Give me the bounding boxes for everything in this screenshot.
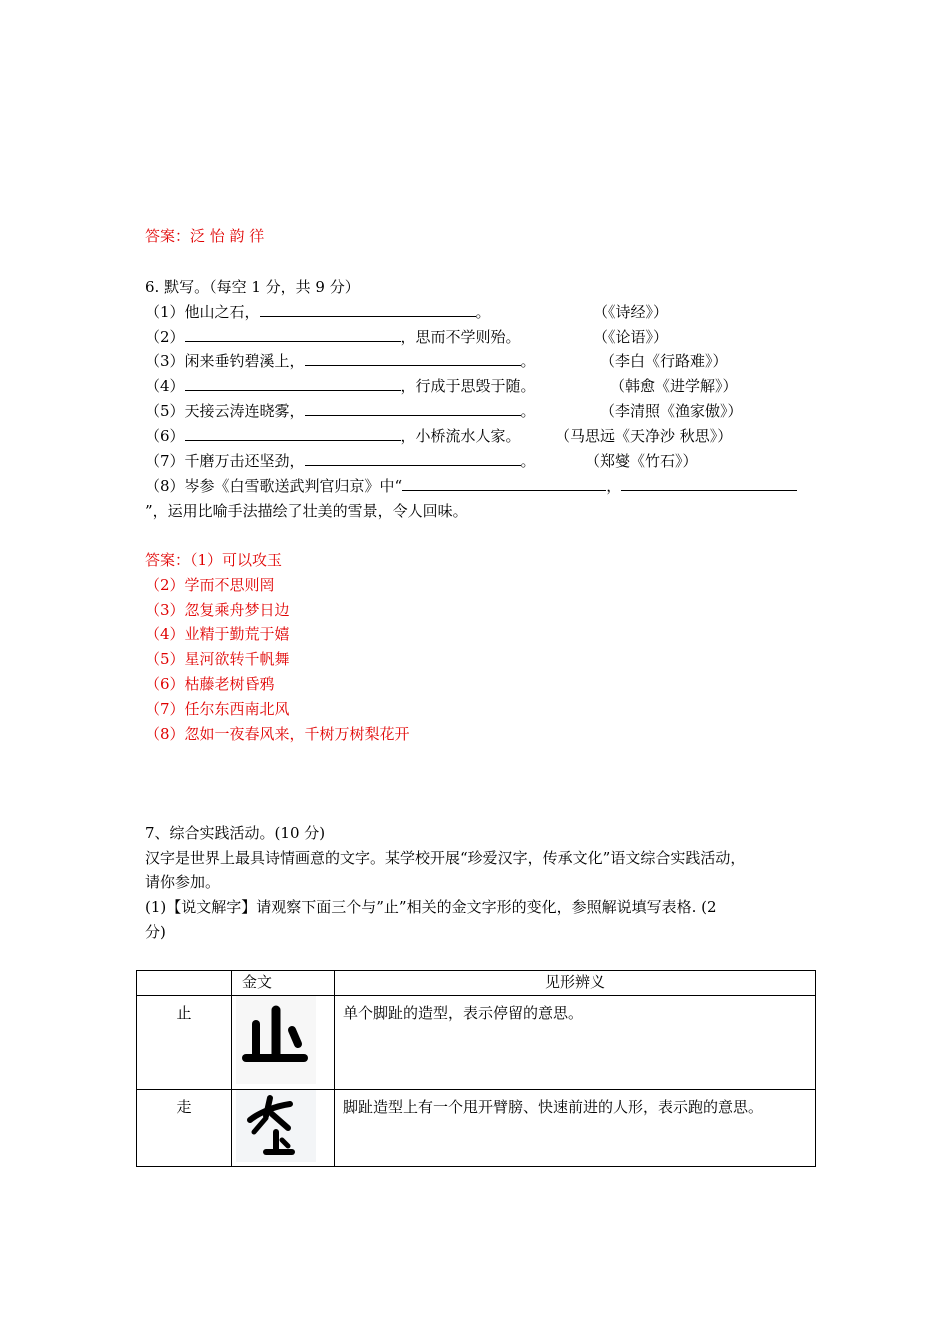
q6-item-4 bbox=[145, 376, 536, 396]
q7-sub1-line-1: (1)【说文解字】请观察下面三个与”止”相关的金文字形的变化，参照解说填写表格. (2 bbox=[145, 898, 717, 916]
q6-item-8-mid: ， bbox=[606, 477, 622, 495]
q6-source-6: （马思远《天净沙 秋思》） bbox=[555, 427, 733, 445]
q6-item-4-pre: （4） bbox=[145, 377, 185, 395]
answer-6-line-2: （2）学而不思则罔 bbox=[145, 576, 275, 594]
q6-item-5-post: 。 bbox=[520, 402, 536, 420]
q6-blank-5[interactable] bbox=[305, 401, 521, 416]
jinwen-zou-glyph-icon bbox=[232, 1090, 320, 1162]
q6-item-3-pre: （3）闲来垂钓碧溪上， bbox=[145, 352, 305, 370]
q6-item-6-pre: （6） bbox=[145, 427, 185, 445]
q6-item-5 bbox=[145, 401, 536, 421]
table-header-meaning: 见形辨义 bbox=[335, 971, 816, 996]
q6-source-3: （李白《行路难》） bbox=[600, 352, 728, 370]
answer-5: 答案：泛 怡 韵 徉 bbox=[145, 227, 265, 245]
answer-6-line-3: （3）忽复乘舟梦日边 bbox=[145, 601, 290, 619]
table-cell-char: 走 bbox=[137, 1090, 232, 1167]
q6-blank-8b[interactable] bbox=[621, 476, 797, 491]
answer-6-line-5: （5）星河欲转千帆舞 bbox=[145, 650, 290, 668]
q6-blank-6[interactable] bbox=[185, 426, 401, 441]
q6-item-8-pre: （8）岑参《白雪歌送武判官归京》中“ bbox=[145, 477, 403, 495]
table-cell-glyph bbox=[232, 1090, 335, 1167]
q6-source-4: （韩愈《进学解》） bbox=[610, 377, 738, 395]
glyph-table bbox=[136, 970, 816, 1167]
answer-6-line-4: （4）业精于勤荒于嬉 bbox=[145, 625, 290, 643]
q6-item-5-pre: （5）天接云涛连晓雾， bbox=[145, 402, 305, 420]
table-header-jinwen: 金文 bbox=[232, 971, 335, 996]
table-header-char bbox=[137, 971, 232, 996]
q6-source-2: （《论语》） bbox=[593, 328, 669, 346]
q6-blank-3[interactable] bbox=[305, 351, 521, 366]
table-cell-glyph bbox=[232, 996, 335, 1090]
q6-item-1-post: 。 bbox=[475, 303, 491, 321]
q6-blank-8a[interactable] bbox=[402, 476, 606, 491]
jinwen-zhi-glyph-icon bbox=[232, 996, 320, 1084]
q6-blank-4[interactable] bbox=[185, 376, 401, 391]
q6-item-1 bbox=[145, 302, 491, 322]
q6-item-6-post: ，小桥流水人家。 bbox=[400, 427, 521, 445]
q6-item-7-pre: （7）千磨万击还坚劲， bbox=[145, 452, 305, 470]
answer-6-line-8: （8）忽如一夜春风来，千树万树梨花开 bbox=[145, 725, 410, 743]
table-row bbox=[137, 996, 816, 1090]
table-cell-char: 止 bbox=[137, 996, 232, 1090]
answer-6-line-7: （7）任尔东西南北风 bbox=[145, 700, 290, 718]
q7-intro-line-2: 请你参加。 bbox=[145, 873, 221, 891]
q7-intro-line-1: 汉字是世界上最具诗情画意的文字。某学校开展“珍爱汉字，传承文化”语文综合实践活动， bbox=[145, 849, 746, 867]
q6-blank-7[interactable] bbox=[305, 451, 521, 466]
table-cell-desc: 脚趾造型上有一个甩开臂膀、快速前进的人形，表示跑的意思。 bbox=[335, 1090, 816, 1167]
q6-item-3-post: 。 bbox=[520, 352, 536, 370]
q6-blank-1[interactable] bbox=[260, 302, 476, 317]
q6-item-2-post: ，思而不学则殆。 bbox=[400, 328, 521, 346]
q7-sub1-line-2: 分) bbox=[145, 923, 166, 941]
q6-source-7: （郑燮《竹石》） bbox=[585, 452, 698, 470]
table-cell-desc: 单个脚趾的造型，表示停留的意思。 bbox=[335, 996, 816, 1090]
answer-6-line-6: （6）枯藤老树昏鸦 bbox=[145, 675, 275, 693]
q6-title: 6. 默写。（每空 1 分，共 9 分） bbox=[145, 278, 360, 296]
table-row bbox=[137, 1090, 816, 1167]
q6-item-3 bbox=[145, 351, 536, 371]
q6-item-8 bbox=[145, 476, 797, 496]
q6-item-2 bbox=[145, 327, 521, 347]
q6-item-2-pre: （2） bbox=[145, 328, 185, 346]
table-header-row bbox=[137, 971, 816, 996]
q6-item-1-pre: （1）他山之石， bbox=[145, 303, 260, 321]
q6-item-6 bbox=[145, 426, 521, 446]
q6-blank-2[interactable] bbox=[185, 327, 401, 342]
q6-item-7-post: 。 bbox=[520, 452, 536, 470]
q6-item-8-line2: ”，运用比喻手法描绘了壮美的雪景，令人回味。 bbox=[145, 502, 468, 520]
answer-6-line-1: 答案：（1）可以攻玉 bbox=[145, 551, 283, 569]
q6-source-5: （李清照《渔家傲》） bbox=[600, 402, 743, 420]
q7-title: 7、综合实践活动。(10 分) bbox=[145, 824, 326, 842]
q6-source-1: （《诗经》） bbox=[593, 303, 669, 321]
q6-item-7 bbox=[145, 451, 536, 471]
q6-item-4-post: ，行成于思毁于随。 bbox=[400, 377, 536, 395]
